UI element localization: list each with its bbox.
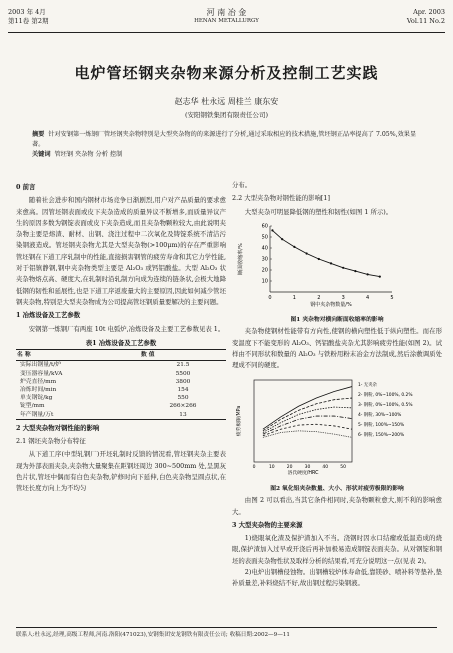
issue-date-en: Apr. 2003 <box>413 8 445 16</box>
x-tick-label: 1 <box>292 294 296 301</box>
issue-volume-en: Vol.11 No.2 <box>406 17 445 25</box>
keywords-label: 关键词 <box>32 151 51 158</box>
right-column <box>232 180 442 590</box>
issue-volume: 第11卷 第2期 <box>8 17 49 25</box>
journal-name <box>8 8 445 26</box>
table-caption: 表1 冶炼设备及工艺参数 <box>85 338 157 347</box>
table-row <box>16 386 226 394</box>
table-cell-value: 3800 <box>175 378 191 385</box>
x-axis-label: 洛氏硬度/HRC <box>287 470 319 476</box>
x-tick-label: 20 <box>286 464 293 470</box>
x-axis-label: 钢中夹杂物数量/% <box>310 301 352 308</box>
table-cell-name: 冶炼时间/min <box>20 386 57 393</box>
equipment-table <box>16 349 226 420</box>
y-tick-label: 40 <box>261 245 268 252</box>
y-axis-label: 断面收缩率/% <box>238 243 244 275</box>
paragraph: 分布。 <box>232 181 252 189</box>
table-row <box>16 402 226 410</box>
table-cell-value: 5500 <box>175 370 191 377</box>
paragraph: 2)电炉出钢槽侵蚀物。出钢槽较炉体寿命低,靠镁砂、喷补料等垫补,垫补质量差,补料烧结不好,故出钢过程污染钢液。 <box>232 568 442 588</box>
abstract-text: 针对安钢第一炼钢厂管坯钢夹杂物特别是大型夹杂物的的来源进行了分析,通过采取相应的技术措施,管坯钢正品率提高了 7.05%,效果显著。 <box>32 131 417 148</box>
figure-2-caption: 图2 氧化铝夹杂数量、大小、形状对疲劳极限的影响 <box>270 485 404 492</box>
keywords: 管坯钢 夹杂物 分析 控制 <box>54 151 123 158</box>
x-tick-label: 50 <box>340 464 346 470</box>
series-line <box>263 431 352 438</box>
issue-info-en <box>407 8 445 26</box>
y-tick-label: 20 <box>261 267 268 274</box>
table-header: 数 值 <box>140 350 226 361</box>
legend-entry: 5- 钢粉, 100%~150% <box>358 422 405 428</box>
x-tick-label: 4 <box>366 294 370 301</box>
table-row <box>16 361 226 370</box>
subsection-heading: 2.1 钢坯夹杂物分布特征 <box>16 437 86 446</box>
paragraph: 大型夹杂可明显降低钢的塑性和韧性(如图 1 所示)。 <box>244 207 393 216</box>
paragraph: 随着社会进步和国内钢材市场竞争日渐剧烈,用户对产品质量的要求愈来愈高。因管坯钢表面或皮下夹杂造成的质量异议不断增多,而质量异议产生的原因多数为钢锭表面或皮下夹杂造成,而且夹杂物颗粒较大,由此说明夹杂物主要是熔渣、耐材、出钢、浇注过程中二次氧化及铸锭系统不清洁污染钢液造成。管坯钢夹杂物尤其是大型夹杂物(>100μm)的存在严重影响管坯钢在下道工序轧制中的性能,直接损害钢管的疲劳寿命和其它力学性能,对于铝镇静钢,钢中夹杂物类型主要是 Al₂O₃ 或钙铝酸盐。大型 Al₂O₃ 状夹杂物熔点高、硬度大,在轧制时沿轧制方向成为连续的链条状,会极大地降低钢的韧性和延展性,也是下道工序返废量大的主要原因,因此如何减少管坯钢夹杂物,特别是大型夹杂物成为公司提高管坯钢质量要解决的主要问题。 <box>16 196 226 306</box>
data-point <box>342 267 344 269</box>
x-tick-label: 0 <box>252 464 256 470</box>
series-line <box>263 424 352 435</box>
figure-1-chart <box>232 220 442 310</box>
legend-entry: 1- 无夹杂 <box>358 382 377 388</box>
plot-frame <box>254 380 352 462</box>
paper-title: 电炉管坯钢夹杂物来源分析及控制工艺实践 <box>74 64 379 82</box>
legend-entry: 2- 钢粉, 0%~100%, 0.2% <box>358 392 413 398</box>
table-cell-name: 变压器容量/kVA <box>20 370 63 377</box>
y-tick-label: 50 <box>261 234 268 241</box>
abstract-label: 摘要 <box>32 131 45 138</box>
abstract <box>32 130 421 160</box>
table-cell-name: 实际出钢量/t/炉 <box>20 362 62 369</box>
header-rule <box>8 32 445 33</box>
paragraph: 从下道工序(中型轧钢厂)开坯轧制时反馈的情况看,管坯钢夹杂主要表现为外部表面夹杂,夹杂物大量聚集在距钢坯周边 300~500mm 处,呈黑灰色片状,管坯中偶而有白色夹杂物,铲修时向下延伸,白色夹杂物呈圆点状,在管坯长度方向上为不均匀 <box>16 450 226 493</box>
figure-1-caption: 图1 夹杂物对横向断面收缩率的影响 <box>290 317 384 324</box>
paper-authors: 赵志华 杜永远 周桂兰 康东安 <box>174 97 279 106</box>
series-line <box>272 230 379 276</box>
section-heading: 1 冶炼设备及工艺参数 <box>16 311 81 320</box>
legend-entry: 4- 钢粉, 30%~100% <box>358 412 402 418</box>
table-cell-value: 266×266 <box>169 403 197 410</box>
figure-1 <box>232 220 442 327</box>
paragraph: 夹杂物使钢材性能带有方向性,使钢的横向塑性低于纵向塑性。而在形变温度下不能变形的 Al₂O₃、钙铝酸盐夹杂尤其影响疲劳性能(如图 2)。试样由不同形状和数量的 Al₂O₃ 与铁粉用粉末冶金方法制成,然后涂敷调质处理成不同的硬度。 <box>232 327 442 370</box>
data-point <box>354 270 356 272</box>
table-cell-value: 21.5 <box>176 362 190 369</box>
table-cell-value: 550 <box>177 395 189 402</box>
issue-date: 2003 年 4月 <box>8 8 46 16</box>
section-heading: 0 前言 <box>16 183 36 191</box>
table-cell-name: 单支钢锭/kg <box>20 395 53 402</box>
data-point <box>379 275 381 277</box>
table-row <box>16 411 226 420</box>
table-header: 名 称 <box>16 350 140 361</box>
figure-2-chart <box>232 374 442 479</box>
paper-affiliation: (安阳钢铁集团有限责任公司) <box>184 111 269 119</box>
series-line <box>263 386 352 429</box>
legend-entry: 6- 钢粉, 150%~200% <box>358 432 405 438</box>
x-tick-label: 3 <box>341 294 345 301</box>
table-cell-name: 年产钢量/万t <box>20 411 54 418</box>
section-heading: 2 大型夹杂物对钢性能的影响 <box>16 423 100 432</box>
journal-name-en: HENAN METALLURGY <box>194 18 259 24</box>
table-row <box>16 394 226 402</box>
figure-2 <box>232 374 442 496</box>
legend-entry: 3- 钢粉, 0%~100%, 0.5% <box>358 402 413 408</box>
table-cell-value: 13 <box>179 411 187 418</box>
data-point <box>271 229 273 231</box>
series-line <box>263 398 352 431</box>
y-tick-label: 60 <box>261 223 268 230</box>
table-cell-name: 炉壳直径/mm <box>20 378 57 385</box>
footnote: 联系人:杜永远,经理,高级工程师,河南.洛阳(471023),安钢集团安龙钢铁有限责任公司; 收稿日期:2002—9—11 <box>16 627 437 639</box>
paragraph: 由图 2 可以看出,当其它条件相同时,夹杂物颗粒愈大,则不利的影响愈大。 <box>232 496 442 516</box>
table-cell-name: 锭型/mm <box>20 403 45 410</box>
paragraph: 1)烧眼氧化渣及保护渣加入不当。浇钢时因水口结瘤或低温造成的烧眼,保护渣加入过早或开浇后再补加极易造成钢锭表面夹杂。从对钢锭和钢坯的表面夹杂物性状及取样分析的结果看,可充分说明这一点(见表 2)。 <box>232 534 442 565</box>
data-point <box>281 238 283 240</box>
x-tick-label: 2 <box>317 294 321 301</box>
data-point <box>318 258 320 260</box>
y-axis-label: 疲劳极限/MPa <box>237 405 242 436</box>
data-point <box>306 252 308 254</box>
paragraph: 安钢第一炼钢厂有两座 10t 电弧炉,冶炼设备及主要工艺参数见表 1。 <box>28 324 225 333</box>
x-tick-label: 10 <box>268 464 275 470</box>
x-tick-label: 0 <box>268 294 272 301</box>
journal-header <box>8 6 445 36</box>
subsection-heading: 2.2 大型夹杂物对钢性能的影响[1] <box>232 194 330 203</box>
y-tick-label: 30 <box>261 256 268 263</box>
table-cell-value: 154 <box>177 386 189 393</box>
section-heading: 3 大型夹杂物的主要来源 <box>232 520 303 529</box>
data-point <box>293 246 295 248</box>
table-row <box>16 378 226 386</box>
left-column <box>16 180 226 495</box>
data-point <box>330 262 332 264</box>
x-tick-label: 5 <box>390 294 394 301</box>
x-tick-label: 30 <box>304 464 311 470</box>
y-tick-label: 10 <box>261 278 268 285</box>
table-row <box>16 370 226 378</box>
journal-name-cn: 河 南 冶 金 <box>206 8 247 17</box>
x-tick-label: 40 <box>322 464 329 470</box>
data-point <box>367 273 369 275</box>
